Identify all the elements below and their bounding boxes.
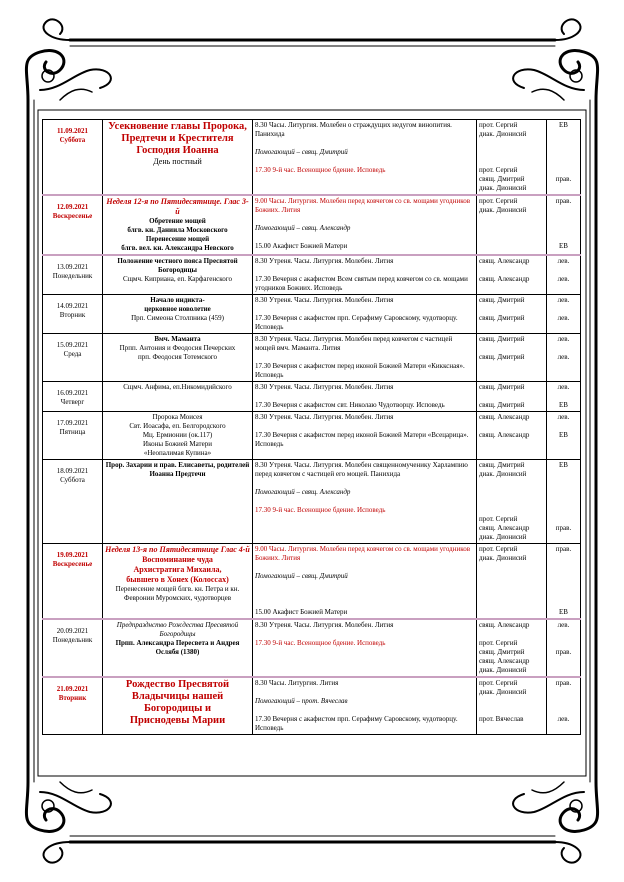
spacer: [549, 233, 578, 242]
feast-saint: Пророка Моисея: [152, 413, 203, 421]
vestment: прав.: [555, 679, 572, 687]
services-cell: [253, 334, 477, 382]
spacer: [479, 392, 544, 401]
clergy-name: свящ. Дмитрий: [479, 648, 525, 656]
vestment-cell: [547, 295, 581, 334]
vestment: лев.: [557, 353, 570, 361]
date-cell: [43, 334, 103, 382]
vestment: лев.: [557, 621, 570, 629]
feast-cell: [103, 120, 253, 196]
feast-line: Начало индикта-: [150, 296, 205, 304]
schedule-row: [43, 295, 581, 334]
clergy-name: свящ. Дмитрий: [479, 353, 525, 361]
vestment-cell: [547, 120, 581, 196]
feast-great: Богородицы и: [143, 703, 212, 714]
clergy-name: прот. Вячеслав: [479, 715, 524, 723]
vestment-cell: [547, 255, 581, 295]
feast-red-line: Архистратига Михаила,: [133, 565, 222, 574]
vestment: ЕВ: [559, 121, 568, 129]
feast-line: Положение честного пояса Пресвятой Богородицы: [117, 257, 238, 274]
spacer: [549, 266, 578, 275]
feast-note: День постный: [153, 157, 202, 166]
clergy-name: свящ. Александр: [479, 275, 530, 283]
feast-cell: [103, 382, 253, 412]
services-cell: [253, 544, 477, 620]
date: 16.09.2021: [56, 389, 89, 397]
spacer: [549, 157, 578, 166]
service-line: 8.30 Утреня. Часы. Литургия. Молебен. Лития: [255, 257, 394, 265]
weekday: Понедельник: [52, 636, 93, 644]
clergy-name: диак. Дионисий: [479, 130, 527, 138]
spacer: [255, 422, 474, 431]
schedule-row: [43, 195, 581, 255]
vestment: лев.: [557, 335, 570, 343]
date-cell: [43, 120, 103, 196]
date-cell: [43, 544, 103, 620]
clergy-name: диак. Дионисий: [479, 554, 527, 562]
service-line: 8.30 Часы. Литургия. Молебен о страждущих недугом винопития. Панихида: [255, 121, 452, 138]
vestment: лев.: [557, 296, 570, 304]
clergy-name: прот. Сергий: [479, 121, 518, 129]
spacer: [255, 353, 474, 362]
service-line: 17.30 Вечерня с акафистом прп. Серафиму Саровскому, чудотворцу. Исповедь: [255, 314, 458, 331]
date-cell: [43, 382, 103, 412]
clergy-name: свящ. Дмитрий: [479, 335, 525, 343]
weekday: Четверг: [60, 398, 85, 406]
spacer: [549, 706, 578, 715]
clergy-name: свящ. Александр: [479, 431, 530, 439]
schedule-row: [43, 460, 581, 544]
schedule-row: [43, 412, 581, 460]
service-line: 17.30 Вечерня с акафистом свт. Николаю Чудотворцу. Исповедь: [255, 401, 445, 409]
spacer: [549, 581, 578, 590]
service-line: 15.00 Акафист Божией Матери: [255, 242, 348, 250]
feast-cell: [103, 255, 253, 295]
vestment: ЕВ: [559, 461, 568, 469]
feast-saint: Прпп. Антония и Феодосия Печерских: [119, 344, 236, 352]
vestment-cell: [547, 195, 581, 255]
clergy-cell: [477, 195, 547, 255]
feast-red-line: Воспоминание чуда: [142, 555, 213, 564]
services-cell: [253, 460, 477, 544]
spacer: [549, 392, 578, 401]
feast-line: Вмч. Маманта: [154, 335, 201, 343]
service-line: 17.30 Вечерня с акафистом перед иконой Божией Матери «Всецарица». Исповедь: [255, 431, 469, 448]
vestment-cell: [547, 382, 581, 412]
feast-saint: Иконы Божией Матери: [143, 440, 212, 448]
service-line: 17.30 9-й час. Всенощное бдение. Исповедь: [255, 506, 386, 514]
feast-week: Неделя 12-я по Пятидесятнице. Глас 3-й: [106, 197, 249, 216]
services-cell: [253, 412, 477, 460]
vestment: лев.: [557, 413, 570, 421]
date: 18.09.2021: [56, 467, 89, 475]
date: 12.09.2021: [56, 203, 89, 211]
clergy-name: прот. Сергий: [479, 639, 518, 647]
spacer: [549, 697, 578, 706]
feast-saint: Сщмч. Анфима, еп.Никомидийского: [123, 383, 232, 391]
clergy-name: прот. Сергий: [479, 545, 518, 553]
service-line: 8.30 Утреня. Часы. Литургия. Молебен перед ковчегом с частицей мощей вмч. Маманта. Лития: [255, 335, 453, 352]
services-cell: [253, 195, 477, 255]
spacer: [549, 206, 578, 215]
spacer: [479, 488, 544, 497]
clergy-name: диак. Дионисий: [479, 533, 527, 541]
spacer: [549, 590, 578, 599]
service-line: 9.00 Часы. Литургия. Молебен перед ковчегом со св. мощами угодников Божиих. Лития: [255, 545, 471, 562]
spacer: [479, 697, 544, 706]
weekday: Суббота: [59, 136, 86, 144]
spacer: [479, 148, 544, 157]
spacer: [255, 215, 474, 224]
service-line: 8.30 Утреня. Часы. Литургия. Молебен. Лития: [255, 383, 394, 391]
feast-cell: [103, 195, 253, 255]
clergy-cell: [477, 334, 547, 382]
schedule-row: [43, 382, 581, 412]
spacer: [255, 563, 474, 572]
spacer: [479, 630, 544, 639]
schedule-row: [43, 677, 581, 735]
spacer: [479, 422, 544, 431]
spacer: [549, 215, 578, 224]
spacer: [479, 157, 544, 166]
feast-saint: прп. Феодосия Тотемского: [137, 353, 218, 361]
date-cell: [43, 195, 103, 255]
clergy-name: свящ. Дмитрий: [479, 383, 525, 391]
vestment: лев.: [557, 275, 570, 283]
service-line: Помогающий – свящ. Дмитрий: [255, 572, 348, 580]
clergy-name: диак. Дионисий: [479, 688, 527, 696]
feast-cell: [103, 619, 253, 677]
vestment: ЕВ: [559, 431, 568, 439]
clergy-name: прот. Сергий: [479, 679, 518, 687]
spacer: [549, 148, 578, 157]
service-line: Помогающий – свящ. Александр: [255, 224, 351, 232]
feast-line: Обретение мощей: [149, 217, 206, 225]
feast-line: блгв. кн. Даниила Московского: [127, 226, 228, 234]
vestment: прав.: [555, 175, 572, 183]
service-line: 17.30 Вечерня с акафистом Всем святым перед ковчегом со св. мощами угодников Божиих. Исповедь: [255, 275, 468, 292]
spacer: [549, 139, 578, 148]
feast-saint: Сщмч. Киприана, еп. Карфагенского: [122, 275, 233, 283]
service-line: 8.30 Утреня. Часы. Литургия. Молебен. Лития: [255, 413, 394, 421]
vestment: лев.: [557, 715, 570, 723]
feast-saint: Перенесение мощей блгв. кн. Петра и кн. Февронии Муромских, чудотворцев: [115, 585, 240, 602]
spacer: [255, 233, 474, 242]
clergy-cell: [477, 295, 547, 334]
clergy-name: прот. Сергий: [479, 197, 518, 205]
date: 20.09.2021: [56, 627, 89, 635]
date: 17.09.2021: [56, 419, 89, 427]
spacer: [479, 266, 544, 275]
clergy-name: свящ. Дмитрий: [479, 401, 525, 409]
spacer: [549, 344, 578, 353]
spacer: [549, 554, 578, 563]
spacer: [549, 639, 578, 648]
vestment-cell: [547, 460, 581, 544]
spacer: [549, 130, 578, 139]
services-cell: [253, 120, 477, 196]
vestment-cell: [547, 677, 581, 735]
vestment: лев.: [557, 257, 570, 265]
schedule-row: [43, 255, 581, 295]
vestment-cell: [547, 412, 581, 460]
feast-week: Неделя 13-я по Пятидесятнице Глас 4-й: [105, 545, 250, 554]
spacer: [255, 479, 474, 488]
vestment: ЕВ: [559, 608, 568, 616]
clergy-cell: [477, 619, 547, 677]
spacer: [549, 497, 578, 506]
clergy-cell: [477, 544, 547, 620]
spacer: [549, 599, 578, 608]
spacer: [255, 305, 474, 314]
spacer: [479, 479, 544, 488]
vestment-cell: [547, 619, 581, 677]
date-cell: [43, 677, 103, 735]
clergy-name: прот. Сергий: [479, 166, 518, 174]
feast-cell: [103, 544, 253, 620]
spacer: [255, 266, 474, 275]
spacer: [549, 479, 578, 488]
date-cell: [43, 460, 103, 544]
spacer: [255, 590, 474, 599]
schedule-table: [42, 119, 581, 735]
service-line: 15.00 Акафист Божией Матери: [255, 608, 348, 616]
date-cell: [43, 412, 103, 460]
services-cell: [253, 677, 477, 735]
spacer: [549, 470, 578, 479]
service-line: 17.30 9-й час. Всенощное бдение. Исповедь: [255, 166, 386, 174]
clergy-cell: [477, 255, 547, 295]
spacer: [549, 422, 578, 431]
spacer: [479, 139, 544, 148]
vestment: прав.: [555, 197, 572, 205]
vestment: ЕВ: [559, 401, 568, 409]
service-line: 9.00 Часы. Литургия. Молебен перед ковчегом со св. мощами угодников Божиих. Лития: [255, 197, 471, 214]
services-cell: [253, 382, 477, 412]
clergy-cell: [477, 677, 547, 735]
date: 15.09.2021: [56, 341, 89, 349]
clergy-name: свящ. Александр: [479, 257, 530, 265]
date: 21.09.2021: [56, 685, 89, 693]
feast-forefeast: Предпразднство Рождества Пресвятой Богородицы: [116, 621, 239, 638]
date: 14.09.2021: [56, 302, 89, 310]
feast-cell: [103, 412, 253, 460]
spacer: [479, 497, 544, 506]
spacer: [255, 581, 474, 590]
service-line: 17.30 Вечерня с акафистом прп. Серафиму Саровскому, чудотворцу. Исповедь: [255, 715, 458, 732]
services-cell: [253, 619, 477, 677]
feast-saint: Мц. Ермионии (ок.117): [142, 431, 213, 439]
spacer: [255, 688, 474, 697]
service-line: 8.30 Утреня. Часы. Литургия. Молебен. Лития: [255, 621, 394, 629]
feast-title: Усекновение главы Пророка, Предтечи и Крестителя Господия Иоанна: [108, 121, 247, 156]
clergy-name: свящ. Дмитрий: [479, 175, 525, 183]
clergy-name: свящ. Дмитрий: [479, 296, 525, 304]
spacer: [549, 515, 578, 524]
spacer: [479, 506, 544, 515]
schedule-row: [43, 334, 581, 382]
feast-saint: Прп. Симеона Столпника (459): [131, 314, 224, 322]
feast-saint: «Неопалимая Купина»: [143, 449, 212, 457]
date: 19.09.2021: [56, 551, 89, 559]
vestment: прав.: [555, 545, 572, 553]
date-cell: [43, 619, 103, 677]
weekday: Понедельник: [52, 272, 93, 280]
clergy-name: диак. Дионисий: [479, 470, 527, 478]
feast-great: Приснодевы Марии: [129, 715, 226, 726]
spacer: [479, 305, 544, 314]
clergy-cell: [477, 382, 547, 412]
clergy-name: свящ. Александр: [479, 413, 530, 421]
date-cell: [43, 295, 103, 334]
spacer: [549, 224, 578, 233]
spacer: [255, 599, 474, 608]
service-line: 8.30 Часы. Литургия. Лития: [255, 679, 339, 687]
clergy-name: свящ. Дмитрий: [479, 461, 525, 469]
weekday: Вторник: [58, 694, 87, 702]
clergy-cell: [477, 120, 547, 196]
spacer: [549, 166, 578, 175]
clergy-cell: [477, 460, 547, 544]
spacer: [549, 572, 578, 581]
spacer: [479, 706, 544, 715]
feast-cell: [103, 295, 253, 334]
schedule-row: [43, 120, 581, 196]
service-line: Помогающий – прот. Вячеслав: [255, 697, 348, 705]
vestment: прав.: [555, 524, 572, 532]
service-line: 8.30 Утреня. Часы. Литургия. Молебен священномученику Харлампию перед ковчегом с частицей его мощей. Панихида: [255, 461, 468, 478]
spacer: [549, 506, 578, 515]
vestment: ЕВ: [559, 242, 568, 250]
feast-red-line: бывшего в Хонех (Колоссах): [126, 575, 229, 584]
clergy-name: свящ. Александр: [479, 621, 530, 629]
spacer: [255, 157, 474, 166]
feast-saint: Свт. Иоасафа, еп. Белгородского: [129, 422, 226, 430]
spacer: [549, 688, 578, 697]
vestment: лев.: [557, 383, 570, 391]
spacer: [255, 139, 474, 148]
feast-cell: [103, 460, 253, 544]
spacer: [479, 344, 544, 353]
clergy-name: диак. Дионисий: [479, 666, 527, 674]
schedule-row: [43, 544, 581, 620]
spacer: [549, 563, 578, 572]
clergy-name: свящ. Александр: [479, 657, 530, 665]
weekday: Вторник: [59, 311, 86, 319]
clergy-name: диак. Дионисий: [479, 184, 527, 192]
spacer: [549, 488, 578, 497]
weekday: Воскресенье: [52, 212, 93, 220]
spacer: [255, 392, 474, 401]
feast-line: Прпп. Александра Пересвета и Андрея Ослябя (1380): [115, 639, 240, 656]
service-line: 8.30 Утреня. Часы. Литургия. Молебен. Лития: [255, 296, 394, 304]
clergy-cell: [477, 412, 547, 460]
vestment-cell: [547, 334, 581, 382]
feast-line: Прор. Захарии и прав. Елисаветы, родителей Иоанна Предтечи: [105, 461, 250, 478]
feast-cell: [103, 334, 253, 382]
feast-great: Рождество Пресвятой: [125, 679, 230, 690]
feast-great: Владычицы нашей: [131, 691, 224, 702]
clergy-name: свящ. Дмитрий: [479, 314, 525, 322]
weekday: Среда: [63, 350, 82, 358]
clergy-name: диак. Дионисий: [479, 206, 527, 214]
weekday: Пятница: [59, 428, 86, 436]
weekday: Воскресенье: [52, 560, 93, 568]
date: 11.09.2021: [56, 127, 89, 135]
clergy-name: прот. Сергий: [479, 515, 518, 523]
date: 13.09.2021: [56, 263, 89, 271]
weekday: Суббота: [60, 476, 85, 484]
services-cell: [253, 295, 477, 334]
spacer: [255, 497, 474, 506]
service-line: 17.30 9-й час. Всенощное бдение. Исповедь: [255, 639, 386, 647]
vestment: лев.: [557, 314, 570, 322]
service-line: Помогающий – свящ. Александр: [255, 488, 351, 496]
service-line: Помогающий – свящ. Дмитрий: [255, 148, 348, 156]
vestment: прав.: [555, 648, 572, 656]
schedule-row: [43, 619, 581, 677]
service-line: 17.30 Вечерня с акафистом перед иконой Божией Матери «Кикксная». Исповедь: [255, 362, 465, 379]
clergy-name: свящ. Александр: [479, 524, 530, 532]
spacer: [255, 630, 474, 639]
services-cell: [253, 255, 477, 295]
spacer: [255, 706, 474, 715]
feast-line: блгв. вел. кн. Александра Невского: [121, 244, 234, 252]
spacer: [549, 305, 578, 314]
vestment-cell: [547, 544, 581, 620]
feast-cell: [103, 677, 253, 735]
date-cell: [43, 255, 103, 295]
feast-line: Перенесение мощей: [145, 235, 210, 243]
feast-line: церковное новолетие: [144, 305, 211, 313]
spacer: [549, 630, 578, 639]
